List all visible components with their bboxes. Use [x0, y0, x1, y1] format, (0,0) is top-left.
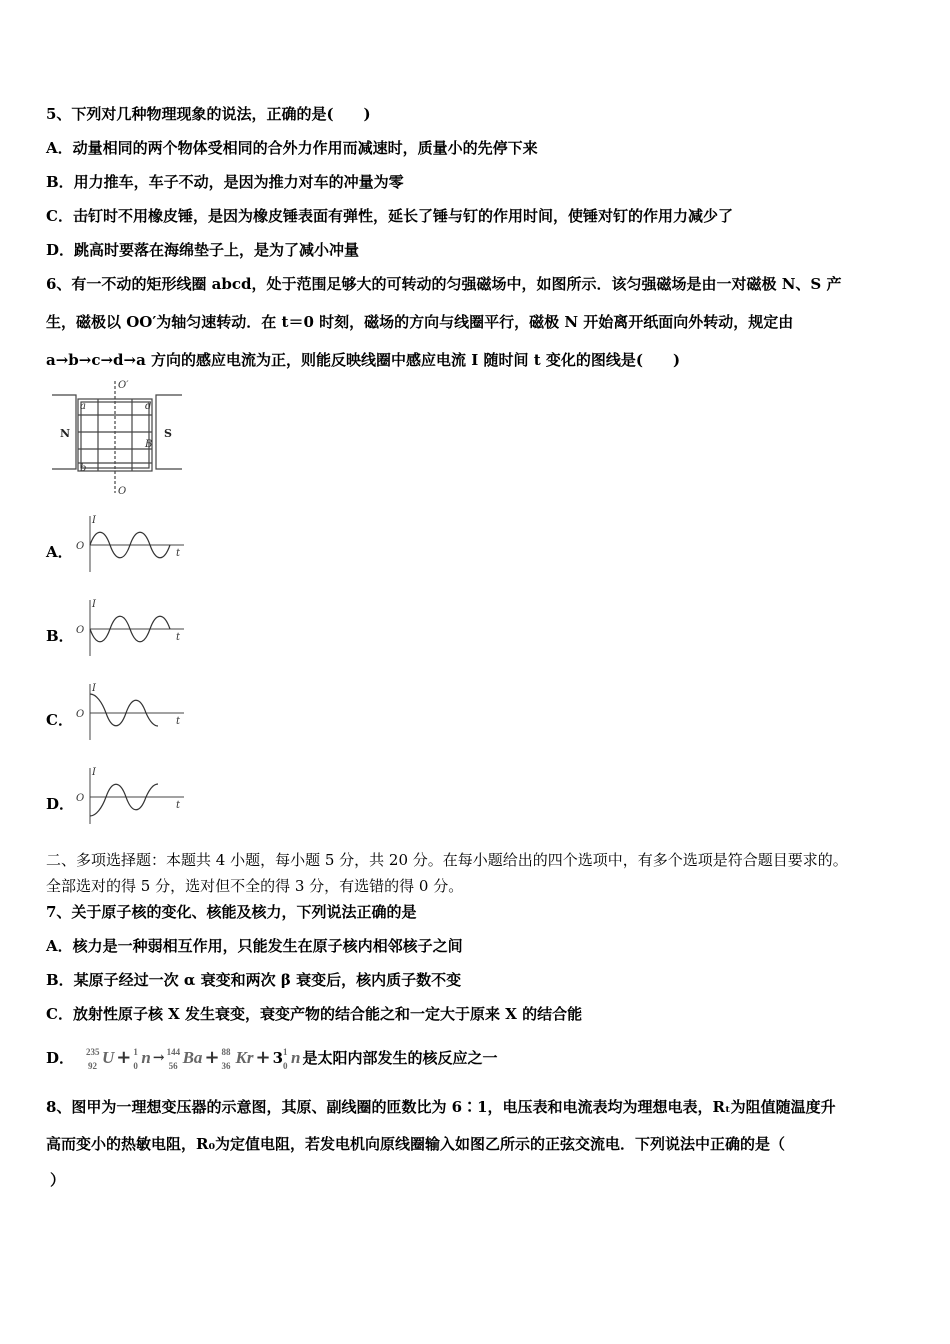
q5-option-a: A．动量相同的两个物体受相同的合外力作用而减速时，质量小的先停下来 [46, 139, 538, 157]
q5-option-d: D．跳高时要落在海绵垫子上，是为了减小冲量 [46, 241, 360, 259]
label-s-pole: S [164, 427, 172, 440]
nuclide-n1 [133, 1044, 150, 1072]
q6-option-b-label: B． [46, 627, 74, 645]
graph-a-t-label: t [176, 548, 181, 559]
plus-1: + [116, 1047, 132, 1068]
q8-line-3: ） [50, 1171, 66, 1189]
graph-a-i-label: I [92, 515, 96, 526]
q6-graph-d [72, 764, 187, 826]
graph-b-t-label: t [176, 632, 181, 643]
q6-coil-figure [48, 377, 188, 497]
nuclide-kr [222, 1044, 254, 1072]
graph-a-o-label: O [76, 541, 85, 552]
u-z: 92 [88, 1061, 98, 1071]
q6-graph-a [72, 512, 187, 574]
q7-option-d [46, 1044, 498, 1072]
plus-2: + [204, 1047, 220, 1068]
nuclide-ba [167, 1044, 203, 1072]
n1-symbol: n [141, 1048, 151, 1067]
q6-line-3: a→b→c→d→a 方向的感应电流为正，则能反映线圈中感应电流 I 随时间 t 变化的图线是( ) [46, 351, 681, 369]
q5-stem: 5、下列对几种物理现象的说法，正确的是( ) [46, 105, 371, 123]
graph-c-t-label: t [176, 716, 181, 727]
label-n-pole: N [60, 427, 71, 440]
graph-c-o-label: O [76, 709, 85, 720]
q7-option-d-text: 是太阳内部发生的核反应之一 [302, 1049, 498, 1067]
ba-mass: 144 [166, 1047, 181, 1057]
n1-z: 0 [133, 1061, 138, 1071]
q6-line-1: 6、有一不动的矩形线圈 abcd，处于范围足够大的可转动的匀强磁场中，如图所示．该匀强磁场是由一对磁极 N、S 产 [46, 275, 842, 293]
q5-option-c: C．击钉时不用橡皮锤，是因为橡皮锤表面有弹性，延长了锤与钉的作用时间，使锤对钉的作用力减少了 [46, 207, 733, 225]
q5-option-b: B．用力推车，车子不动，是因为推力对车的冲量为零 [46, 173, 404, 191]
kr-z: 36 [221, 1061, 231, 1071]
q7-stem: 7、关于原子核的变化、核能及核力，下列说法正确的是 [46, 903, 417, 921]
label-b: b [80, 463, 87, 474]
u-symbol: U [102, 1048, 115, 1067]
label-o: O [118, 486, 127, 497]
label-a: a [80, 401, 86, 412]
q6-graph-c [72, 680, 187, 742]
n2-z: 0 [283, 1061, 288, 1071]
graph-b-o-label: O [76, 625, 85, 636]
graph-d-o-label: O [76, 793, 85, 804]
nuclide-n2 [283, 1044, 300, 1072]
graph-d-t-label: t [176, 800, 181, 811]
reaction-arrow: → [152, 1050, 165, 1066]
graph-b-i-label: I [92, 599, 96, 610]
kr-symbol: Kr [235, 1048, 254, 1067]
plus-3: + [255, 1047, 271, 1068]
graph-c-i-label: I [92, 683, 96, 694]
n2-symbol: n [291, 1048, 301, 1067]
label-o-prime: O′ [118, 380, 129, 391]
label-d: d [145, 401, 152, 412]
q6-option-c-label: C． [46, 711, 73, 729]
kr-mass: 88 [221, 1047, 231, 1057]
q7-option-d-label: D． [46, 1049, 75, 1067]
neutron-coefficient: 3 [272, 1049, 284, 1067]
nuclide-u [86, 1044, 114, 1072]
q7-option-b: B．某原子经过一次 α 衰变和两次 β 衰变后，核内质子数不变 [46, 971, 462, 989]
graph-d-i-label: I [92, 767, 96, 778]
q6-line-2: 生，磁极以 OO′为轴匀速转动．在 t＝0 时刻，磁场的方向与线圈平行，磁极 N 开始离开纸面向外转动，规定由 [46, 313, 794, 331]
q6-option-a-label: A． [46, 543, 73, 561]
n1-mass: 1 [133, 1047, 138, 1057]
q7-option-c: C．放射性原子核 X 发生衰变，衰变产物的结合能之和一定大于原来 X 的结合能 [46, 1005, 583, 1023]
n2-mass: 1 [283, 1047, 288, 1057]
q8-line-2: 高而变小的热敏电阻，R₀为定值电阻，若发电机向原线圈输入如图乙所示的正弦交流电．下列说法中正确的是（ [46, 1135, 786, 1153]
section2-line-2: 全部选对的得 5 分，选对但不全的得 3 分，有选错的得 0 分。 [46, 877, 464, 895]
ba-symbol: Ba [182, 1048, 203, 1067]
q8-line-1: 8、图甲为一理想变压器的示意图，其原、副线圈的匝数比为 6∶1，电压表和电流表均为理想电表，Rₜ为阻值随温度升 [46, 1098, 836, 1116]
ba-z: 56 [168, 1061, 178, 1071]
q6-graph-b [72, 596, 187, 658]
q6-option-d-label: D． [46, 795, 75, 813]
u-mass: 235 [86, 1047, 100, 1057]
section2-line-1: 二、多项选择题：本题共 4 小题，每小题 5 分，共 20 分。在每小题给出的四个选项中，有多个选项是符合题目要求的。 [46, 851, 848, 869]
q7-option-a: A．核力是一种弱相互作用，只能发生在原子核内相邻核子之间 [46, 937, 463, 955]
label-field-b: B [145, 439, 153, 450]
